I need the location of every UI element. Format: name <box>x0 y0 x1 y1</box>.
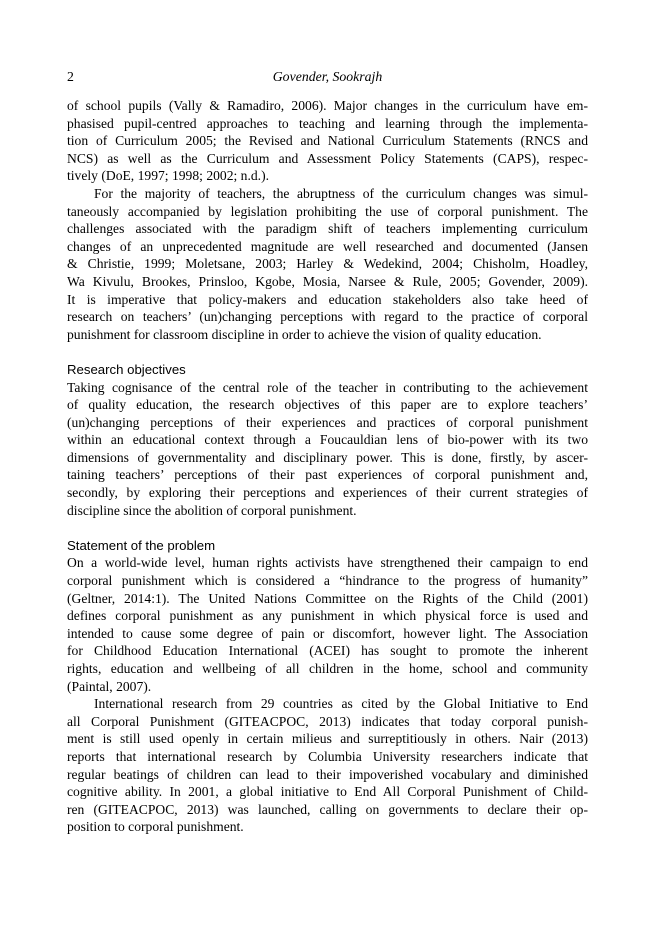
paragraph <box>67 379 588 520</box>
text-line: It is imperative that policy-makers and education stakeholders also take heed of <box>67 291 588 307</box>
text-line: Taking cognisance of the central role of the teacher in contributing to the achievement <box>67 379 588 395</box>
text-line: cognitive ability. In 2001, a global initiative to End All Corporal Punishment of Child- <box>67 784 588 800</box>
section-heading: Statement of the problem <box>67 537 216 553</box>
text-line: for Childhood Education International (ACEI) has sought to promote the inherent <box>67 643 588 659</box>
article <box>67 97 588 836</box>
text-line: & Christie, 1999; Moletsane, 2003; Harley & Wedekind, 2004; Chisholm, Hoadley, <box>67 256 588 272</box>
text-line: rights, education and wellbeing of all children in the home, school and community <box>67 661 588 676</box>
text-line: changes of an unprecedented magnitude are well researched and documented (Jansen <box>67 238 588 254</box>
text-line: challenges associated with the paradigm shift of teachers implementing curriculum <box>67 221 588 237</box>
text-line: of school pupils (Vally & Ramadiro, 2006). Major changes in the curriculum have em- <box>67 98 588 113</box>
text-line: defines corporal punishment as any punishment in which physical force is used and <box>67 608 588 624</box>
text-line: punishment for classroom discipline in order to achieve the vision of quality education. <box>67 326 542 342</box>
paragraph <box>67 97 588 185</box>
text-line: (Paintal, 2007). <box>67 678 152 694</box>
text-line: For the majority of teachers, the abruptness of the curriculum changes was simul- <box>94 185 588 201</box>
text-line: reports that international research by Columbia University researchers indicate that <box>67 748 588 764</box>
paragraph <box>67 185 588 343</box>
text-line: NCS) as well as the Curriculum and Assessment Policy Statements (CAPS), respec- <box>67 150 588 166</box>
page-header <box>67 69 588 87</box>
text-line: tion of Curriculum 2005; the Revised and National Curriculum Statements (RNCS and <box>67 133 588 149</box>
text-line: taining teachers’ perceptions of their past experiences of corporal punishment and, <box>67 467 588 483</box>
text-line: (un)changing perceptions of their experiences and practices of corporal punishment <box>67 414 588 430</box>
text-line: secondly, by exploring their perceptions and experiences of their current strategies of <box>67 485 588 501</box>
text-line: On a world-wide level, human rights activists have strengthened their campaign to end <box>67 555 588 571</box>
running-head: Govender, Sookrajh <box>272 69 383 84</box>
text-line: discipline since the abolition of corporal punishment. <box>67 502 357 518</box>
paragraph <box>67 554 588 695</box>
text-line: ren (GITEACPOC, 2013) was launched, calling on governments to declare their op- <box>67 801 588 817</box>
text-line: phasised pupil-centred approaches to teaching and learning through the implementa- <box>67 115 588 131</box>
text-line: all Corporal Punishment (GITEACPOC, 2013) indicates that today corporal punish- <box>67 713 588 729</box>
text-line: regular beatings of children can lead to their impoverished vocabulary and diminished <box>67 766 588 782</box>
text-line: corporal punishment which is considered a “hindrance to the progress of humanity” <box>67 573 588 589</box>
text-line: intended to cause some degree of pain or discomfort, however light. The Association <box>67 625 588 641</box>
text-line: International research from 29 countries as cited by the Global Initiative to End <box>94 696 588 712</box>
text-line: tively (DoE, 1997; 1998; 2002; n.d.). <box>67 168 270 184</box>
section-heading: Research objectives <box>67 361 186 377</box>
text-line: taneously accompanied by legislation prohibiting the use of corporal punishment. The <box>67 203 588 219</box>
text-line: ment is still used openly in certain milieus and surreptitiously in others. Nair (2013) <box>67 731 588 747</box>
text-line: (Geltner, 2014:1). The United Nations Committee on the Rights of the Child (2001) <box>67 590 588 606</box>
paragraph <box>67 695 588 836</box>
text-line: dimensions of governmentality and disciplinary power. This is done, firstly, by ascer- <box>67 449 588 465</box>
text-line: position to corporal punishment. <box>67 819 244 835</box>
page-number: 2 <box>67 69 74 84</box>
text-line: within an educational context through a Foucauldian lens of bio-power with its two <box>67 432 588 448</box>
text-line: of quality education, the research objectives of this paper are to explore teachers’ <box>67 397 588 413</box>
text-line: research on teachers’ (un)changing perceptions with regard to the practice of corporal <box>67 309 588 325</box>
text-line: Wa Kivulu, Brookes, Prinsloo, Kgobe, Mosia, Narsee & Rule, 2005; Govender, 2009). <box>67 273 588 289</box>
